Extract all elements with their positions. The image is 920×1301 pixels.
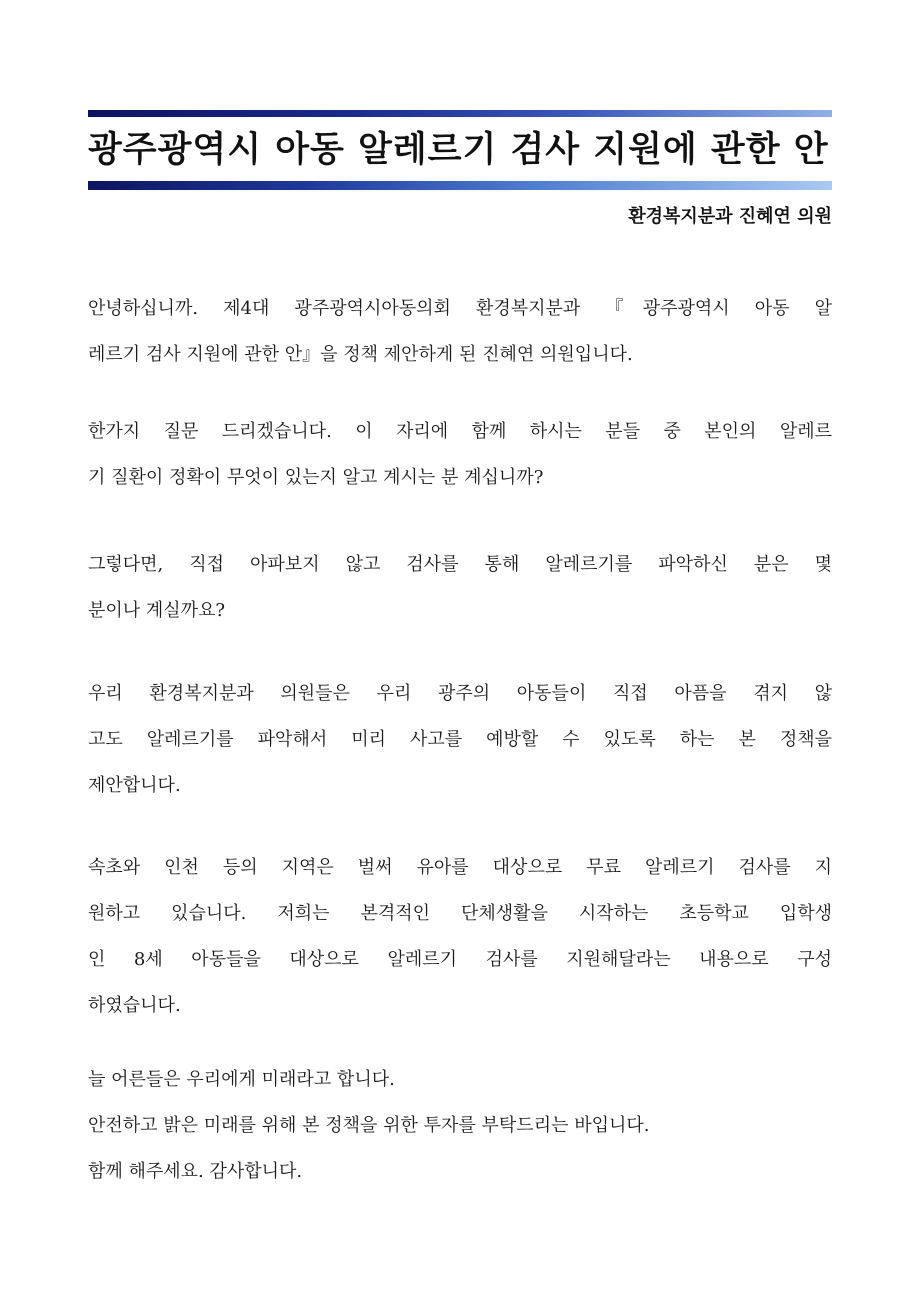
title-rule-bottom xyxy=(88,181,832,190)
paragraph-line: 속초와 인천 등의 지역은 벌써 유아를 대상으로 무료 알레르기 검사를 지 xyxy=(88,857,832,878)
paragraph-line: 늘 어른들은 우리에게 미래라고 합니다. xyxy=(88,1069,395,1090)
paragraph-line: 하였습니다. xyxy=(88,995,181,1016)
paragraph-followup xyxy=(88,542,832,634)
paragraph-background xyxy=(88,845,832,1029)
paragraph-line: 안전하고 밝은 미래를 위해 본 정책을 위한 투자를 부탁드리는 바입니다. xyxy=(88,1115,650,1136)
paragraph-line: 제안합니다. xyxy=(88,775,181,796)
paragraph-line: 한가지 질문 드리겠습니다. 이 자리에 함께 하시는 분들 중 본인의 알레르 xyxy=(88,421,832,442)
paragraph-greeting xyxy=(88,286,832,378)
paragraph-question xyxy=(88,409,832,501)
paragraph-line: 고도 알레르기를 파악해서 미리 사고를 예방할 수 있도록 하는 본 정책을 xyxy=(88,729,832,750)
paragraph-line: 안녕하십니까. 제4대 광주광역시아동의회 환경복지분과 『광주광역시 아동 알 xyxy=(88,298,832,319)
author-byline: 환경복지분과 진혜연 의원 xyxy=(628,206,832,227)
paragraph-line: 그렇다면, 직접 아파보지 않고 검사를 통해 알레르기를 파악하신 분은 몇 xyxy=(88,554,832,575)
paragraph-line: 인 8세 아동들을 대상으로 알레르기 검사를 지원해달라는 내용으로 구성 xyxy=(88,949,832,970)
title-rule-top xyxy=(88,110,832,117)
paragraph-proposal xyxy=(88,671,832,809)
document-title: 광주광역시 아동 알레르기 검사 지원에 관한 안 xyxy=(88,130,829,170)
paragraph-line: 분이나 계실까요? xyxy=(88,600,226,621)
paragraph-line: 우리 환경복지분과 의원들은 우리 광주의 아동들이 직접 아픔을 겪지 않 xyxy=(88,683,832,704)
paragraph-line: 함께 해주세요. 감사합니다. xyxy=(88,1161,303,1182)
paragraph-line: 레르기 검사 지원에 관한 안』을 정책 제안하게 된 진혜연 의원입니다. xyxy=(88,344,633,365)
paragraph-line: 원하고 있습니다. 저희는 본격적인 단체생활을 시작하는 초등학교 입학생 xyxy=(88,903,832,924)
paragraph-closing xyxy=(88,1057,832,1195)
paragraph-line: 기 질환이 정확이 무엇이 있는지 알고 계시는 분 계십니까? xyxy=(88,467,544,488)
